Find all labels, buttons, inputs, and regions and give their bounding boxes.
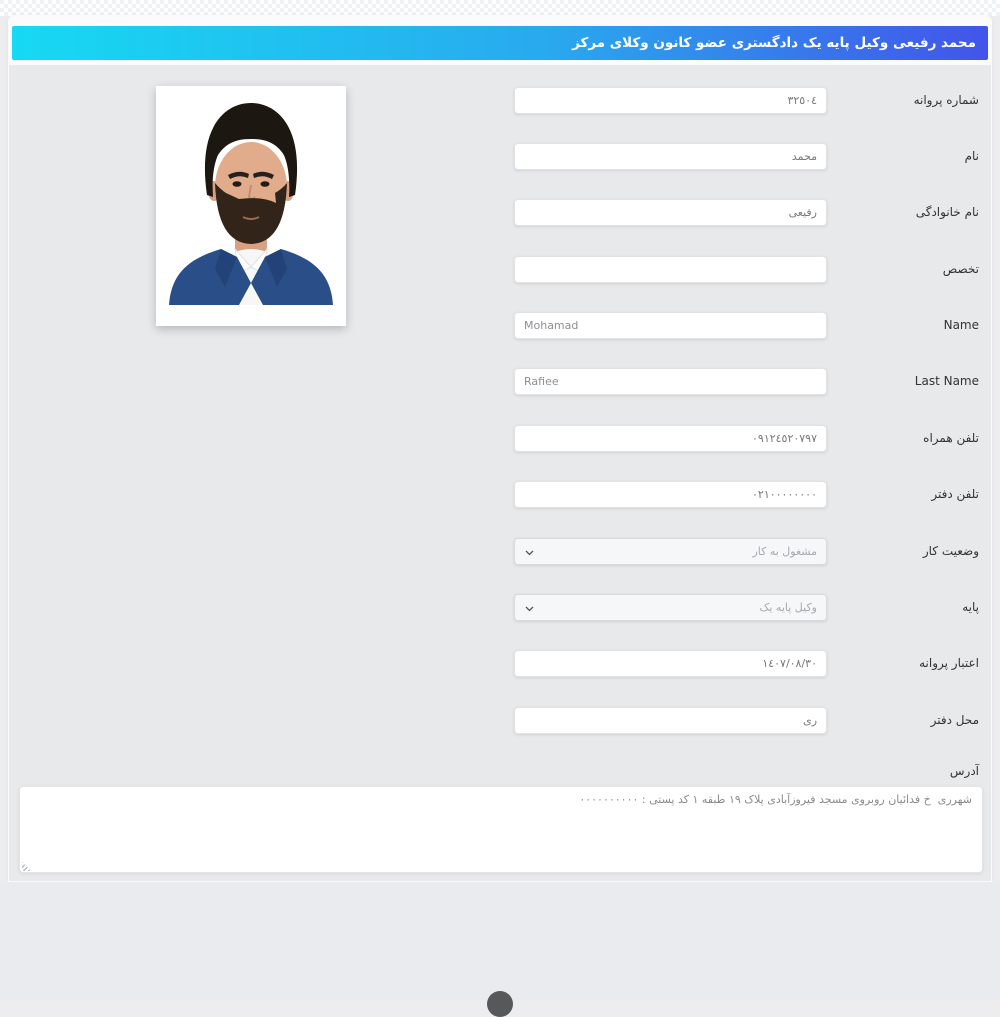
last-name-en-input[interactable] bbox=[514, 368, 827, 395]
profile-card bbox=[8, 15, 992, 882]
first-name-en-input[interactable] bbox=[514, 312, 827, 339]
grade-value: وکیل پایه یک bbox=[759, 601, 817, 614]
specialty-label: تخصص bbox=[942, 262, 979, 276]
work-status-select[interactable] bbox=[514, 538, 827, 565]
grade-label: پایه bbox=[962, 600, 979, 614]
field-row-license-validity bbox=[9, 650, 991, 677]
first-name-en-label: Name bbox=[943, 318, 979, 332]
field-row-grade bbox=[9, 594, 991, 621]
work-status-value: مشغول به کار bbox=[752, 545, 817, 558]
scroll-top-button[interactable] bbox=[487, 991, 513, 1017]
license-validity-input[interactable] bbox=[514, 650, 827, 677]
last-name-fa-input[interactable] bbox=[514, 199, 827, 226]
license-validity-label: اعتبار پروانه bbox=[919, 656, 979, 670]
specialty-input[interactable] bbox=[514, 256, 827, 283]
license-number-label: شماره پروانه bbox=[913, 93, 979, 107]
field-row-specialty bbox=[9, 256, 991, 283]
page-footer-area bbox=[0, 882, 1000, 1000]
license-number-input[interactable] bbox=[514, 87, 827, 114]
office-phone-input[interactable] bbox=[514, 481, 827, 508]
field-row-license-number bbox=[9, 87, 991, 114]
chevron-down-icon bbox=[524, 603, 535, 614]
last-name-fa-label: نام خانوادگی bbox=[915, 205, 979, 219]
grade-select[interactable] bbox=[514, 594, 827, 621]
mobile-phone-label: تلفن همراه bbox=[923, 431, 979, 445]
page-title: محمد رفیعی وکیل پایه یک دادگستری عضو کانون وکلای مرکز bbox=[572, 35, 976, 51]
field-row-office-phone bbox=[9, 481, 991, 508]
work-status-label: وضعیت کار bbox=[922, 544, 979, 558]
field-row-last-name-fa bbox=[9, 199, 991, 226]
page-title-bar bbox=[12, 26, 988, 60]
office-location-input[interactable] bbox=[514, 707, 827, 734]
first-name-fa-label: نام bbox=[964, 149, 979, 163]
page-top-texture bbox=[0, 0, 1000, 16]
header-container bbox=[9, 16, 991, 65]
office-phone-label: تلفن دفتر bbox=[931, 487, 979, 501]
address-label: آدرس bbox=[949, 764, 979, 778]
mobile-phone-input[interactable] bbox=[514, 425, 827, 452]
address-textarea[interactable] bbox=[19, 786, 983, 873]
office-location-label: محل دفتر bbox=[930, 713, 979, 727]
chevron-down-icon bbox=[524, 547, 535, 558]
first-name-fa-input[interactable] bbox=[514, 143, 827, 170]
field-row-first-name-en bbox=[9, 312, 991, 339]
last-name-en-label: Last Name bbox=[914, 374, 979, 388]
field-row-first-name-fa bbox=[9, 143, 991, 170]
field-row-work-status bbox=[9, 538, 991, 565]
field-row-office-location bbox=[9, 707, 991, 734]
field-row-mobile-phone bbox=[9, 425, 991, 452]
field-row-last-name-en bbox=[9, 368, 991, 395]
